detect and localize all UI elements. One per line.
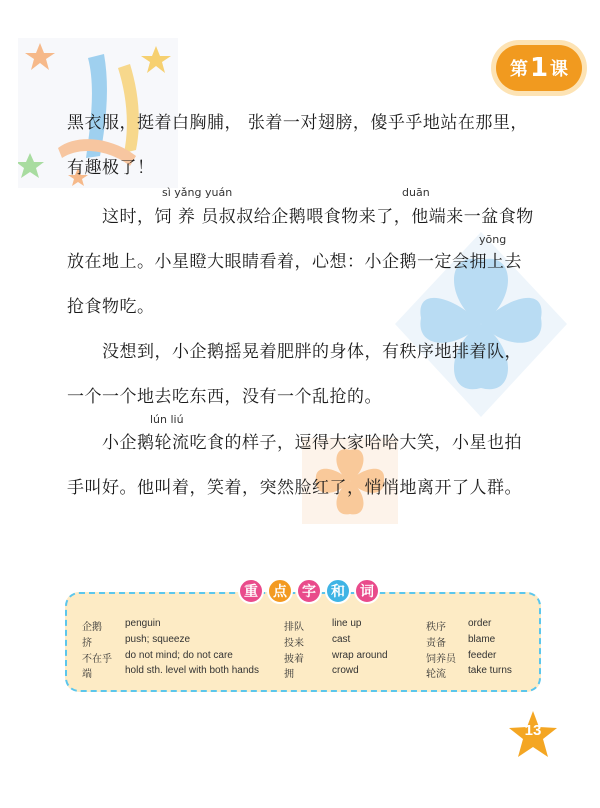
pinyin-annotation: sì yǎng yuán [162,186,233,199]
vocab-meaning: penguin [125,618,161,629]
vocab-meaning: blame [468,634,496,645]
paragraph-line: 没想到，小企鹅摇晃着肥胖的身体，有秩序地排着队， [102,342,522,362]
vocab-meaning: line up [332,618,362,629]
vocab-title-char: 字 [296,578,322,604]
pinyin-annotation: lún liú [150,413,184,426]
vocab-meaning: push; squeeze [125,634,191,645]
paragraph-line: 一个一个地去吃东西，没有一个乱抢的。 [67,387,382,407]
vocabulary-title [238,578,380,606]
pinyin-annotation: duān [402,186,430,199]
vocab-word: 责备 [426,638,446,649]
vocab-title-char: 重 [238,578,264,604]
vocab-meaning: order [468,618,492,629]
paragraph-line: 这时，饲 养 员叔叔给企鹅喂食物来了，他端来一盆食物 [102,207,534,227]
paragraph-line: 黑衣服，挺着白胸脯， 张着一对翅膀，傻乎乎地站在那里， [67,113,528,133]
vocab-word: 饲养员 [426,654,456,665]
vocab-word: 排队 [284,622,304,633]
paragraph-line: 有趣极了！ [67,158,155,178]
vocab-meaning: crowd [332,665,359,676]
vocab-word: 披着 [284,654,304,665]
vocab-meaning: hold sth. level with both hands [125,665,259,676]
vocab-title-char: 点 [267,578,293,604]
vocab-word: 投来 [284,638,304,649]
paragraph-line: 小企鹅轮流吃食的样子，逗得大家哈哈大笑，小星也拍 [102,433,522,453]
vocab-meaning: wrap around [332,650,388,661]
vocab-word: 秩序 [426,622,446,633]
page-number: 13 [524,722,542,739]
pinyin-annotation: yōng [479,233,507,246]
vocab-word: 轮流 [426,669,446,680]
paragraph-line: 抢食物吃。 [67,297,155,317]
paragraph-line: 放在地上。小星瞪大眼睛看着，心想：小企鹅一定会拥上去 [67,252,522,272]
vocab-meaning: take turns [468,665,512,676]
vocab-word: 端 [82,669,92,680]
vocab-word: 拥 [284,669,294,680]
vocab-meaning: cast [332,634,351,645]
paragraph-line: 手叫好。他叫着，笑着，突然脸红了，悄悄地离开了人群。 [67,478,522,498]
vocab-word: 企鹅 [82,622,102,633]
vocab-meaning: do not mind; do not care [125,650,233,661]
vocab-title-char: 和 [325,578,351,604]
vocab-word: 挤 [82,638,92,649]
lesson-number-badge: 第 1 课 [496,45,582,91]
vocab-title-char: 词 [354,578,380,604]
vocab-meaning: feeder [468,650,497,661]
vocab-word: 不在乎 [82,654,112,665]
